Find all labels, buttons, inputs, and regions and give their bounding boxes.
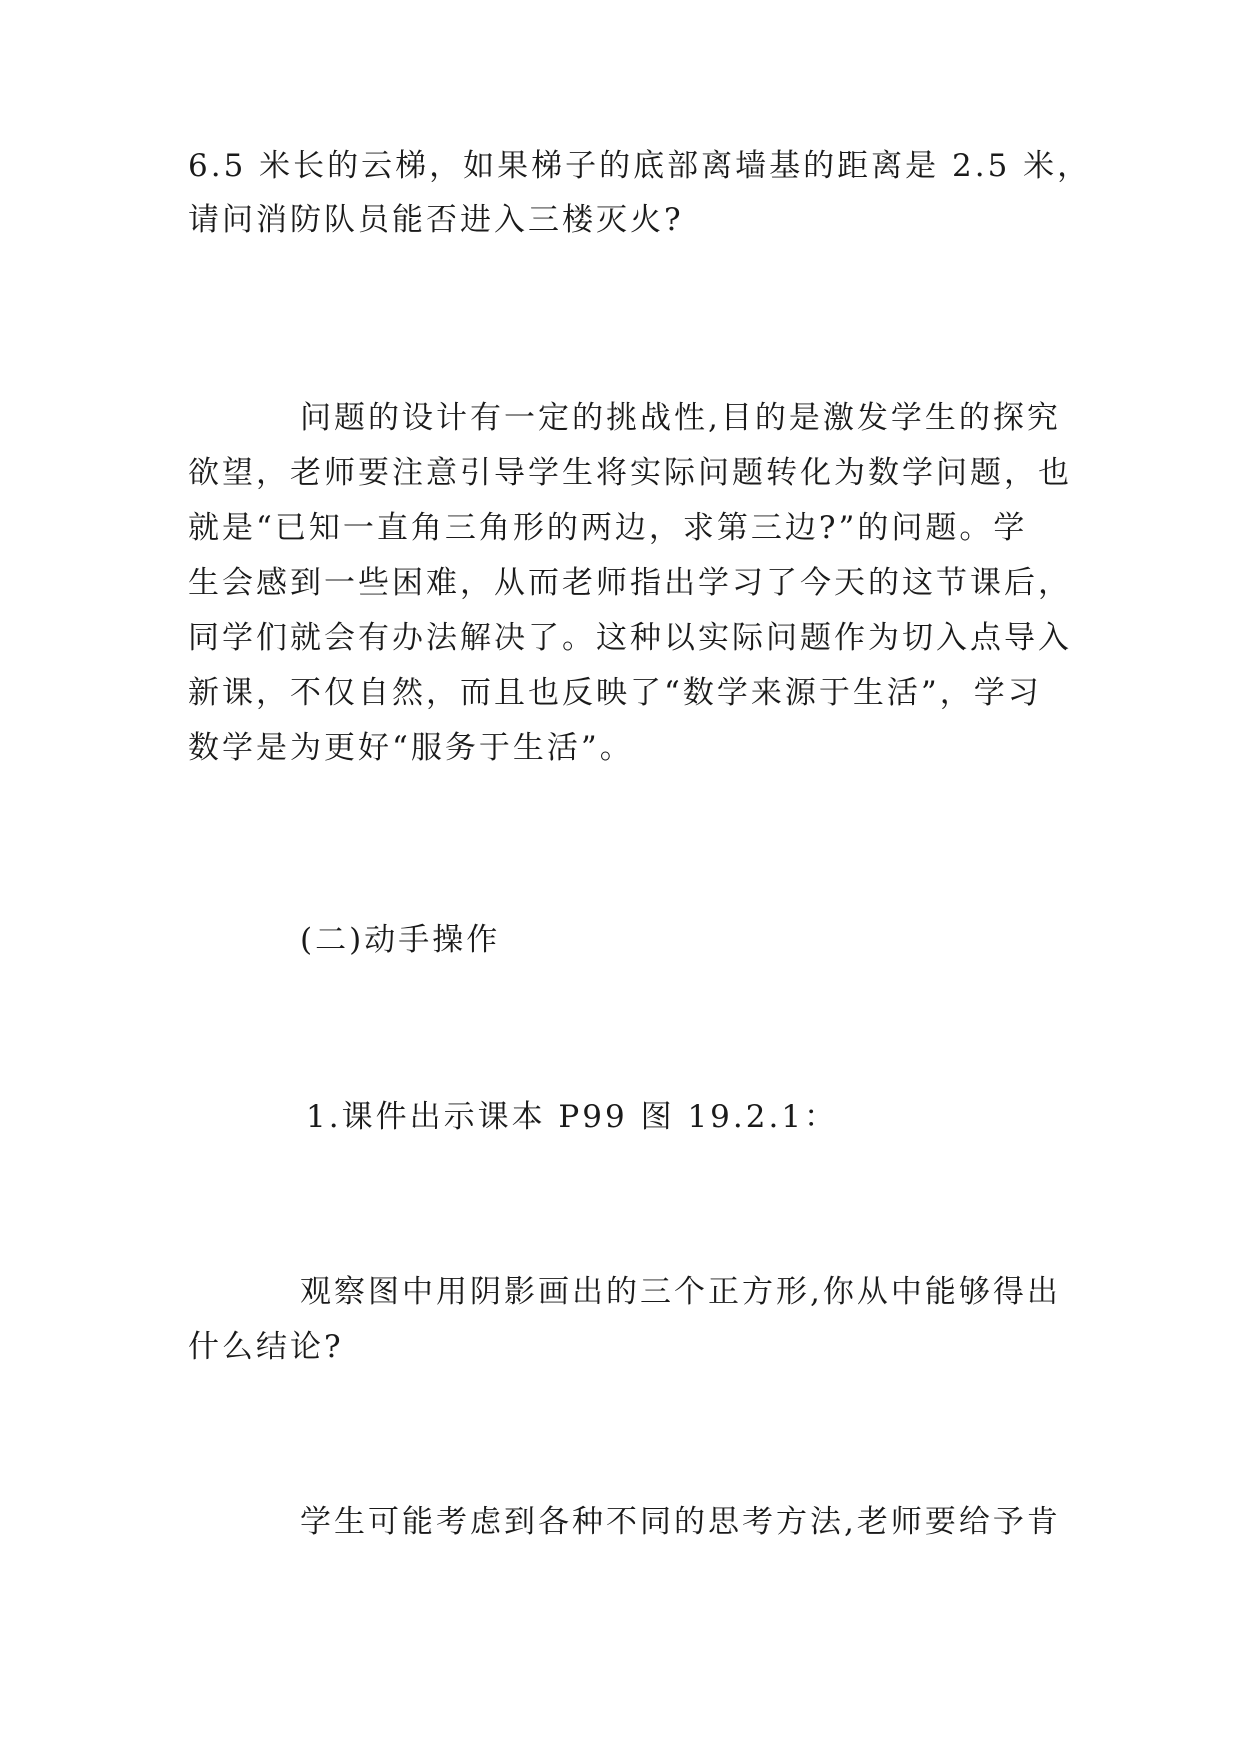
paragraph-2-line-3: 就是“已知一直角三角形的两边，求第三边?”的问题。学 [188, 510, 1028, 546]
paragraph-5-line-2: 什么结论? [188, 1329, 344, 1365]
paragraph-5-line-1: 观察图中用阴影画出的三个正方形,你从中能够得出 [300, 1274, 1061, 1310]
paragraph-2-line-2: 欲望，老师要注意引导学生将实际问题转化为数学问题，也 [188, 455, 1072, 491]
paragraph-2-line-7: 数学是为更好“服务于生活”。 [188, 730, 634, 766]
paragraph-2-line-6: 新课，不仅自然，而且也反映了“数学来源于生活”，学习 [188, 675, 1042, 711]
paragraph-6-line-1: 学生可能考虑到各种不同的思考方法,老师要给予肯 [300, 1504, 1061, 1540]
numbered-item-1: 1.课件出示课本 P99 图 19.2.1： [306, 1099, 839, 1135]
paragraph-1-line-1: 6.5 米长的云梯，如果梯子的底部离墙基的距离是 2.5 米， [188, 148, 1092, 184]
section-heading: (二)动手操作 [300, 922, 501, 958]
paragraph-2-line-4: 生会感到一些困难，从而老师指出学习了今天的这节课后， [188, 565, 1072, 601]
paragraph-2-line-1: 问题的设计有一定的挑战性,目的是激发学生的探究 [300, 400, 1061, 436]
paragraph-2-line-5: 同学们就会有办法解决了。这种以实际问题作为切入点导入 [188, 620, 1072, 656]
paragraph-1-line-2: 请问消防队员能否进入三楼灭火? [188, 202, 684, 238]
